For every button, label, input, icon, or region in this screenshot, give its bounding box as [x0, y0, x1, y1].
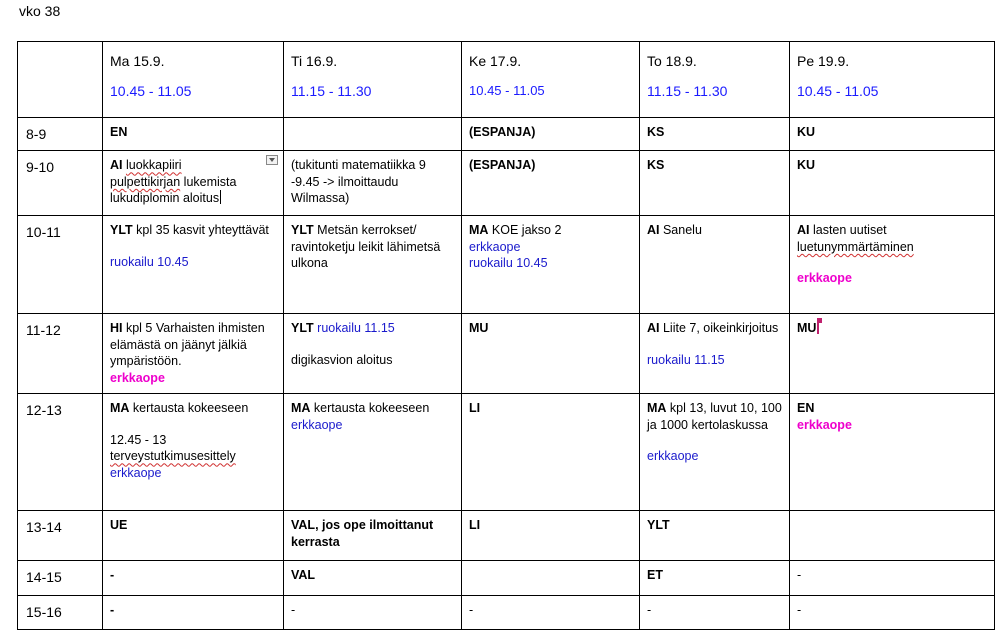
header-cell-pe[interactable] [790, 42, 995, 118]
lesson-cell[interactable] [284, 118, 462, 151]
spellcheck-word: terveystutkimusesittely [110, 449, 236, 464]
subject-code: AI [647, 321, 660, 336]
lesson-cell[interactable] [640, 314, 790, 394]
time-cell[interactable]: 10-11 [18, 216, 103, 314]
lesson-cell[interactable]: - [284, 596, 462, 630]
lesson-cell[interactable] [640, 216, 790, 314]
break-time: 10.45 - 11.05 [797, 83, 879, 100]
day-label: Ti 16.9. [291, 53, 338, 69]
day-label: To 18.9. [647, 53, 697, 69]
lesson-text: kpl 5 Varhaisten ihmisten elämästä on jäänyt jälkiä ympäristöön. [110, 321, 265, 369]
lesson-text: Liite 7, oikeinkirjoitus [659, 321, 779, 336]
lesson-text: lukudiplomin aloitus [110, 191, 220, 206]
lesson-cell[interactable]: MU [462, 314, 640, 394]
subject-code: MA [647, 401, 667, 416]
subject-code: AI [647, 223, 660, 238]
subject-code: YLT [291, 223, 314, 238]
lesson-text: kpl 35 kasvit yhteyttävät [132, 223, 269, 238]
lesson-cell[interactable]: - [103, 561, 284, 596]
lesson-text: kertausta kokeeseen [310, 401, 430, 416]
special-teacher-note: erkkaope [797, 417, 852, 432]
lesson-cell[interactable] [790, 216, 995, 314]
lesson-cell[interactable] [790, 511, 995, 561]
lesson-cell[interactable]: - [790, 561, 995, 596]
subject-code: AI [797, 223, 810, 238]
lesson-text: KOE jakso 2 [488, 223, 562, 238]
special-teacher-note: erkkaope [647, 449, 699, 464]
header-cell-ti[interactable] [284, 42, 462, 118]
lesson-cell[interactable] [284, 216, 462, 314]
time-cell[interactable]: 13-14 [18, 511, 103, 561]
spellcheck-word: luokkapiiri [125, 158, 182, 173]
lesson-cell[interactable] [284, 394, 462, 511]
spellcheck-word: pulpettikirjan [110, 174, 181, 189]
time-cell[interactable]: 12-13 [18, 394, 103, 511]
lesson-cell[interactable] [103, 216, 284, 314]
lesson-text: lukemista [180, 174, 237, 189]
lesson-text: Metsän kerrokset/ ravintoketju leikit lähimetsä ulkona [291, 223, 441, 271]
time-cell[interactable]: 15-16 [18, 596, 103, 630]
time-cell[interactable]: 9-10 [18, 151, 103, 216]
lesson-text: kertausta kokeeseen [129, 401, 249, 416]
lesson-cell[interactable] [103, 394, 284, 511]
subject-code: AI [110, 158, 123, 173]
table-row [18, 561, 995, 596]
lesson-cell[interactable]: VAL [284, 561, 462, 596]
lunch-note: ruokailu 11.15 [647, 352, 725, 367]
comment-marker-icon[interactable] [817, 320, 819, 334]
lesson-cell[interactable]: - [640, 596, 790, 630]
time-cell[interactable]: 14-15 [18, 561, 103, 596]
lesson-cell[interactable]: KS [640, 151, 790, 216]
lesson-text: digikasvion aloitus [291, 352, 393, 367]
subject-code: YLT [110, 223, 133, 238]
lesson-cell[interactable]: UE [103, 511, 284, 561]
lesson-text: lasten uutiset [809, 223, 887, 238]
lunch-note: ruokailu 10.45 [469, 256, 548, 271]
lesson-cell[interactable]: EN [103, 118, 284, 151]
lesson-cell[interactable]: VAL, jos ope ilmoittanut kerrasta [284, 511, 462, 561]
lunch-note: ruokailu 11.15 [313, 321, 395, 336]
table-row [18, 394, 995, 511]
spellcheck-word: luetunymmärtäminen [797, 239, 914, 254]
subject-code: MA [469, 223, 489, 238]
break-time: 11.15 - 11.30 [647, 83, 728, 100]
lesson-cell[interactable] [462, 216, 640, 314]
lesson-cell[interactable]: YLT [640, 511, 790, 561]
table-row [18, 216, 995, 314]
header-cell-to[interactable] [640, 42, 790, 118]
day-label: Ke 17.9. [469, 53, 522, 69]
lesson-cell[interactable]: - [103, 596, 284, 630]
lesson-cell[interactable]: KS [640, 118, 790, 151]
lesson-cell[interactable] [103, 314, 284, 394]
lesson-cell[interactable]: (ESPANJA) [462, 118, 640, 151]
dropdown-arrow-icon[interactable] [266, 155, 278, 165]
lesson-cell[interactable]: KU [790, 151, 995, 216]
lesson-text: kpl 13, luvut 10, 100 ja 1000 kertolaskussa [647, 401, 782, 432]
lesson-text: Sanelu [659, 223, 702, 238]
lesson-cell[interactable]: LI [462, 394, 640, 511]
special-teacher-note: erkkaope [469, 239, 521, 254]
lesson-cell[interactable] [790, 394, 995, 511]
week-title: vko 38 [19, 3, 61, 19]
lesson-cell[interactable]: (tukitunti matematiikka 9 -9.45 -> ilmoittaudu Wilmassa) [284, 151, 462, 216]
lesson-cell[interactable]: KU [790, 118, 995, 151]
break-time: 10.45 - 11.05 [110, 83, 192, 100]
special-teacher-note: erkkaope [291, 417, 343, 432]
lesson-cell[interactable] [284, 314, 462, 394]
table-row [18, 596, 995, 630]
schedule-table [17, 41, 995, 630]
time-cell[interactable]: 11-12 [18, 314, 103, 394]
lesson-text: 12.45 - 13 [110, 432, 167, 447]
lesson-cell[interactable] [790, 314, 995, 394]
subject-code: MA [291, 401, 311, 416]
break-time: 10.45 - 11.05 [469, 83, 545, 99]
special-teacher-note: erkkaope [797, 271, 852, 286]
table-row [18, 151, 995, 216]
table-row [18, 314, 995, 394]
header-cell-ke[interactable] [462, 42, 640, 118]
subject-code: MU [797, 321, 817, 336]
lunch-note: ruokailu 10.45 [110, 254, 189, 269]
subject-code: EN [797, 401, 815, 416]
text-cursor [220, 190, 221, 204]
break-time: 11.15 - 11.30 [291, 83, 372, 100]
day-label: Ma 15.9. [110, 53, 165, 69]
header-cell-ma[interactable] [103, 42, 284, 118]
lesson-cell[interactable]: (ESPANJA) [462, 151, 640, 216]
special-teacher-note: erkkaope [110, 465, 162, 480]
lesson-cell[interactable] [103, 151, 284, 216]
subject-code: MA [110, 401, 130, 416]
header-row [18, 42, 995, 118]
lesson-cell[interactable]: ET [640, 561, 790, 596]
subject-code: YLT [291, 321, 314, 336]
subject-code: HI [110, 321, 123, 336]
table-row [18, 511, 995, 561]
time-cell[interactable]: 8-9 [18, 118, 103, 151]
table-row [18, 118, 995, 151]
corner-cell[interactable] [18, 42, 103, 118]
lesson-cell[interactable] [640, 394, 790, 511]
lesson-cell[interactable]: - [462, 596, 640, 630]
special-teacher-note: erkkaope [110, 370, 165, 385]
lesson-cell[interactable] [462, 561, 640, 596]
lesson-cell[interactable]: - [790, 596, 995, 630]
lesson-cell[interactable]: LI [462, 511, 640, 561]
day-label: Pe 19.9. [797, 53, 850, 69]
